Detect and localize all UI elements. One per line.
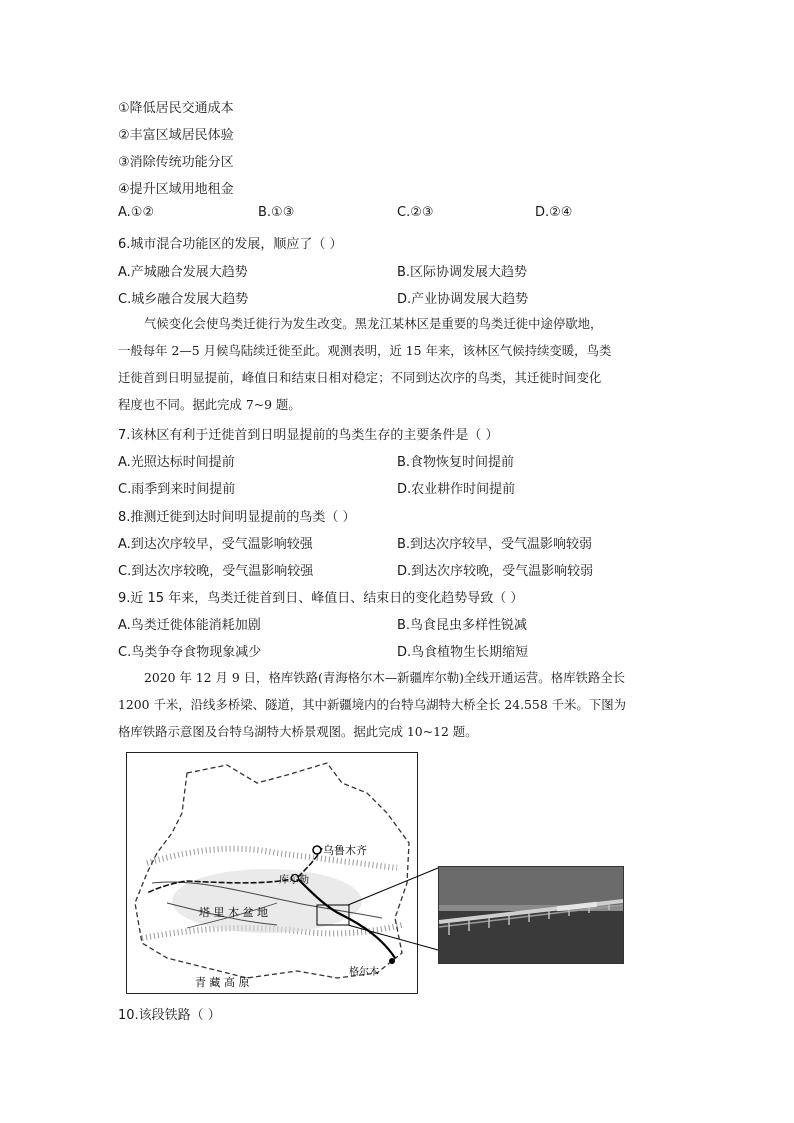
map-label-golmud: 格尔木	[349, 967, 379, 978]
q8-answer-a: A.到达次序较早，受气温影响较强	[118, 537, 313, 552]
passage-railway-line-2: 1200 千米，沿线多桥梁、隧道，其中新疆境内的台特乌湖特大桥全长 24.558 千米。下图为	[118, 697, 626, 712]
photo-sky	[439, 867, 623, 907]
passage-railway-line-3: 格库铁路示意图及台特乌湖特大桥景观图。据此完成 10~12 题。	[118, 724, 478, 739]
map-label-korla: 库尔勒	[279, 875, 309, 886]
q5-answer-a: A.①②	[118, 205, 155, 220]
passage-railway-line-1: 2020 年 12 月 9 日，格库铁路(青海格尔木—新疆库尔勒)全线开通运营。格库铁路全长	[144, 670, 626, 685]
q8-answer-c: C.到达次序较晚，受气温影响较强	[118, 564, 314, 579]
passage-birds-line-1: 气候变化会使鸟类迁徙行为发生改变。黑龙江某林区是重要的鸟类迁徙中途停歇地，	[144, 316, 603, 331]
q5-option-3: ③消除传统功能分区	[118, 155, 234, 170]
q5-option-2: ②丰富区域居民体验	[118, 128, 234, 143]
q6-answer-d: D.产业协调发展大趋势	[397, 292, 529, 307]
q9-answer-c: C.鸟类争夺食物现象减少	[118, 645, 262, 660]
q6-answer-b: B.区际协调发展大趋势	[397, 265, 528, 280]
map-label-urumqi: 乌鲁木齐	[323, 844, 367, 857]
passage-birds-line-3: 迁徙首到日明显提前，峰值日和结束日相对稳定；不同到达次序的鸟类，其迁徙时间变化	[118, 370, 602, 385]
q7-answer-c: C.雨季到来时间提前	[118, 482, 236, 497]
bridge-photo-graphic	[439, 867, 623, 963]
q6-answer-a: A.产城融合发展大趋势	[118, 265, 248, 280]
q8-answer-d: D.到达次序较晚，受气温影响较弱	[397, 564, 594, 579]
q9-answer-d: D.鸟食植物生长期缩短	[397, 645, 529, 660]
q7-answer-b: B.食物恢复时间提前	[397, 455, 515, 470]
q7-answer-d: D.农业耕作时间提前	[397, 482, 516, 497]
q9-stem: 9.近 15 年来，鸟类迁徙首到日、峰值日、结束日的变化趋势导致（ ）	[118, 591, 524, 606]
q6-answer-c: C.城乡融合发展大趋势	[118, 292, 249, 307]
q5-answer-c: C.②③	[397, 205, 434, 220]
q7-answer-a: A.光照达标时间提前	[118, 455, 235, 470]
q7-stem: 7.该林区有利于迁徙首到日明显提前的鸟类生存的主要条件是（ ）	[118, 428, 499, 443]
map-label-basin: 塔 里 木 盆 地	[199, 906, 268, 919]
bridge-photo	[438, 866, 624, 964]
q5-option-4: ④提升区域用地租金	[118, 182, 234, 197]
map-label-plateau: 青 藏 高 原	[195, 976, 250, 989]
q9-answer-b: B.鸟食昆虫多样性锐减	[397, 618, 528, 633]
q8-answer-b: B.到达次序较早，受气温影响较弱	[397, 537, 593, 552]
passage-birds-line-4: 程度也不同。据此完成 7~9 题。	[118, 397, 301, 412]
q8-stem: 8.推测迁徙到达时间明显提前的鸟类（ ）	[118, 510, 356, 525]
q5-answer-b: B.①③	[258, 205, 295, 220]
passage-birds-line-2: 一般每年 2—5 月候鸟陆续迁徙至此。观测表明，近 15 年来，该林区气候持续变暖，鸟类	[118, 343, 612, 358]
q5-answer-d: D.②④	[535, 205, 573, 220]
q5-option-1: ①降低居民交通成本	[118, 101, 234, 116]
q10-stem: 10.该段铁路（ ）	[118, 1008, 221, 1023]
q6-stem: 6.城市混合功能区的发展，顺应了（ ）	[118, 237, 343, 252]
q9-answer-a: A.鸟类迁徙体能消耗加剧	[118, 618, 261, 633]
